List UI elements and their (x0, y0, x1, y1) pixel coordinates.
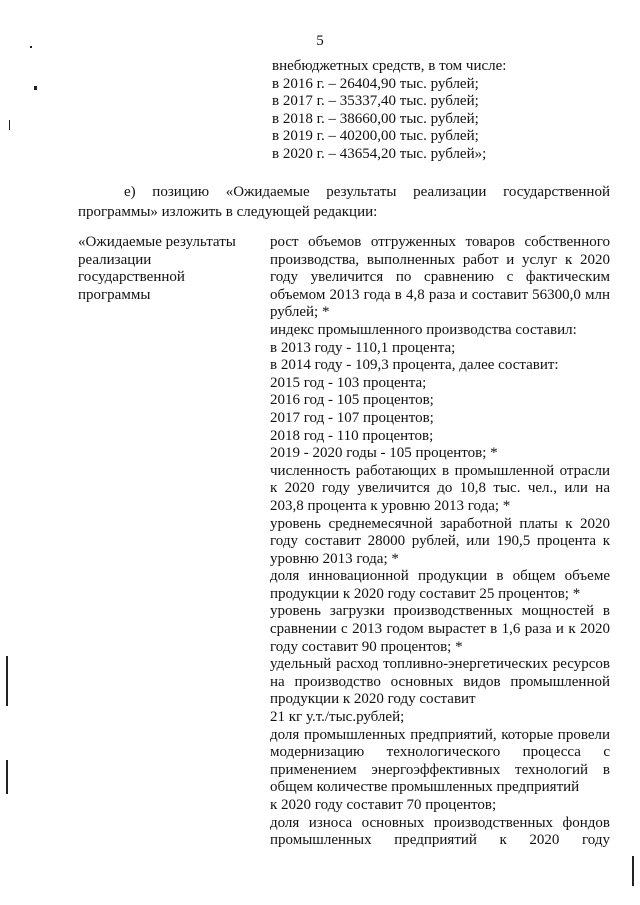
result-line: к 2020 году составит 70 процентов; (270, 797, 497, 813)
result-line: 2019 - 2020 годы - 105 процентов; * (270, 445, 498, 462)
budget-line: в 2019 г. – 40200,00 тыс. рублей; (272, 128, 479, 145)
result-line: рублей; * (270, 304, 330, 321)
table-left-cell (78, 234, 258, 304)
scan-artifact (30, 46, 32, 48)
result-line: 203,8 процента к уровню 2013 года; * (270, 497, 511, 514)
budget-line: в 2017 г. – 35337,40 тыс. рублей; (272, 93, 479, 110)
result-line: 2017 год - 107 процентов; (270, 409, 434, 426)
left-cell-line: государственной (78, 269, 185, 286)
result-line: применением энергоэффективных технологий в (270, 761, 610, 778)
budget-line: внебюджетных средств, в том числе: (272, 58, 507, 74)
budget-line: в 2018 г. – 38660,00 тыс. рублей; (272, 110, 479, 127)
result-line: производства, выполненных работ и услуг к 2020 (270, 251, 610, 268)
result-line: уровень загрузки производственных мощностей в (270, 603, 610, 620)
scan-artifact (9, 120, 10, 130)
result-line: уровню 2013 года; * (270, 550, 399, 567)
result-line: 2016 год - 105 процентов; (270, 392, 434, 409)
result-line: удельный расход топливно-энергетических ресурсов (270, 656, 610, 673)
result-line: году составит 90 процентов; * (270, 638, 463, 655)
result-line: доля износа основных производственных фондов (270, 814, 610, 831)
result-line: продукции к 2020 году составит 25 процентов; * (270, 585, 581, 602)
result-line: доля инновационной продукции в общем объеме (270, 568, 610, 585)
left-cell-line: «Ожидаемые результаты (78, 234, 236, 250)
result-line: доля промышленных предприятий, которые провели (270, 726, 610, 743)
left-cell-line: реализации (78, 251, 152, 268)
result-line: в 2013 году - 110,1 процента; (270, 339, 456, 356)
result-line: 2015 год - 103 процента; (270, 374, 427, 391)
result-line: рост объемов отгруженных товаров собственного (270, 234, 610, 250)
page-number: 5 (316, 33, 324, 49)
result-line: сравнении с 2013 годом вырастет в 1,6 раза и к 2020 (270, 621, 610, 638)
result-line: 21 кг у.т./тыс.рублей; (270, 709, 405, 726)
result-line: объемом 2013 года в 4,8 раза и составит 56300,0 млн (270, 286, 610, 303)
budget-line: в 2020 г. – 43654,20 тыс. рублей»; (272, 145, 487, 162)
result-line: продукции к 2020 году составит (270, 691, 476, 708)
scan-artifact (34, 86, 37, 90)
scan-artifact (6, 760, 8, 794)
table-right-cell (270, 234, 610, 850)
result-line: модернизацию технологического процесса с (270, 744, 610, 761)
budget-breakdown (272, 58, 506, 164)
paragraph-e: е) позицию «Ожидаемые результаты реализации государственной программы» изложить в следующей редакции: (78, 184, 610, 220)
result-line: году составит 28000 рублей, или 190,5 процента к (270, 533, 610, 550)
result-line: на производство основных видов промышленной (270, 673, 610, 690)
budget-line: в 2016 г. – 26404,90 тыс. рублей; (272, 75, 479, 92)
scan-artifact (632, 856, 634, 886)
result-line: численность работающих в промышленной отрасли (270, 462, 610, 479)
result-line: индекс промышленного производства составил: (270, 321, 577, 338)
result-line: общем количестве промышленных предприятий (270, 779, 580, 796)
result-line: году увеличится по сравнению с фактическим (270, 269, 610, 286)
result-line: 2018 год - 110 процентов; (270, 427, 434, 444)
result-line: в 2014 году - 109,3 процента, далее составит: (270, 357, 559, 374)
scan-artifact (6, 656, 8, 706)
result-line: к 2020 году увеличится до 10,8 тыс. чел., или на (270, 480, 610, 497)
left-cell-line: программы (78, 286, 151, 303)
result-line: промышленных предприятий к 2020 году (270, 832, 610, 849)
result-line: уровень среднемесячной заработной платы к 2020 (270, 515, 610, 532)
